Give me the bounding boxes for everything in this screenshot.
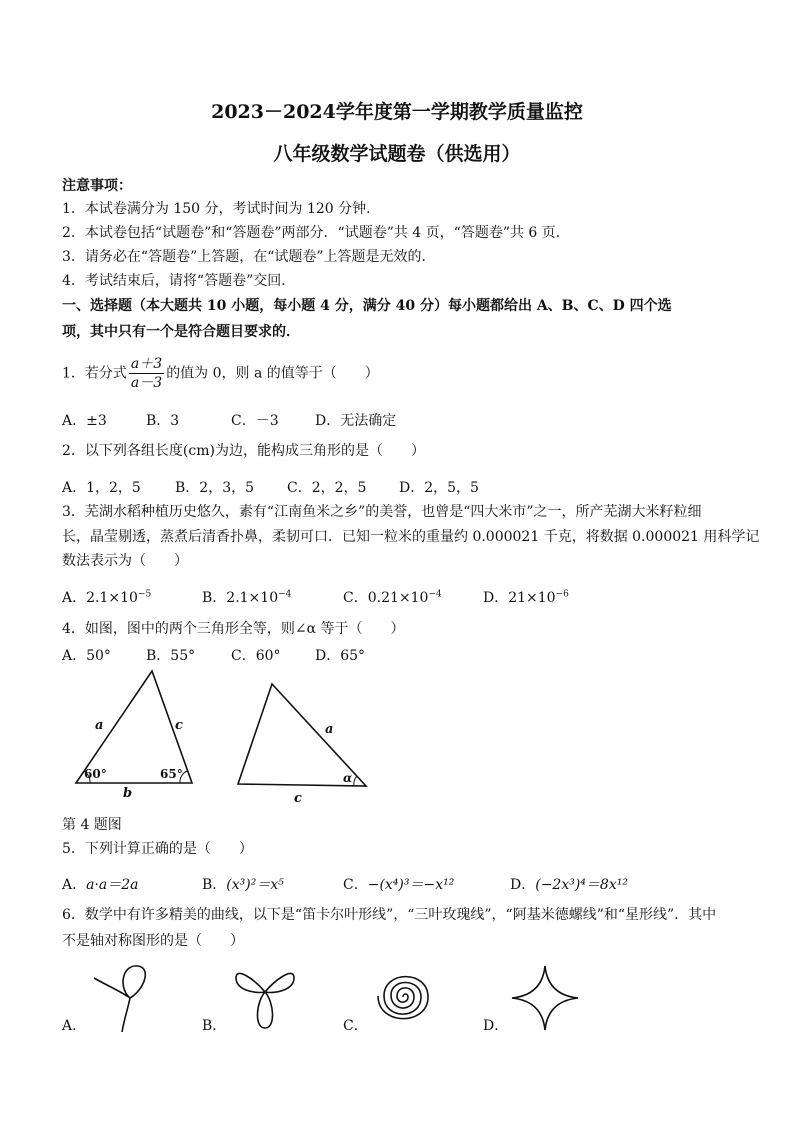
q3-option-b-label: B． [202, 590, 227, 606]
q6-option-a: A． [62, 1018, 87, 1034]
question-6-line2: 不是轴对称图形的是（ ） [62, 933, 244, 949]
q2-option-a: A．1，2，5 [62, 480, 141, 496]
rose-path [236, 973, 294, 1028]
q1-option-b: B．3 [146, 413, 180, 429]
q5-option-b-expr: (x³)²＝x⁵ [226, 877, 284, 893]
q4-option-d: D．65° [315, 648, 366, 664]
q5-option-b-label: B． [202, 877, 227, 893]
q1-fraction [129, 355, 164, 392]
q5-option-c-label: C． [343, 877, 368, 893]
q2-option-d: D．2，5，5 [399, 480, 479, 496]
q2-option-c: C．2，2，5 [287, 480, 367, 496]
exam-subtitle: 八年级数学试题卷（供选用） [273, 143, 521, 165]
q2-option-b: B．2，3，5 [175, 480, 255, 496]
q4-option-c: C．60° [231, 648, 281, 664]
q5-option-c [343, 874, 454, 894]
q5-option-d [510, 874, 628, 894]
q3-option-a-exp: −5 [137, 589, 152, 600]
q6-option-c: C． [343, 1018, 368, 1034]
q6-option-d: D． [483, 1018, 509, 1034]
folium-of-descartes-curve [88, 958, 168, 1038]
question-5-stem: 5．下列计算正确的是（ ） [62, 841, 253, 857]
section1-heading-line2: 项，其中只有一个是符合题目要求的． [62, 324, 300, 340]
q3-option-b [202, 587, 291, 607]
q1-option-d: D．无法确定 [315, 413, 397, 429]
tri2-side-a: a [325, 722, 334, 737]
q5-option-a-label: A． [62, 877, 87, 893]
notice-item-4: 4．考试结束后，请将“答题卷”交回． [62, 273, 296, 289]
q3-option-c-exp: −4 [428, 589, 442, 600]
question-6-line1: 6．数学中有许多精美的曲线，以下是“笛卡尔叶形线”，“三叶玫瑰线”，“阿基米德螺线”和“星形线”．其中 [62, 907, 717, 923]
astroid-path [512, 966, 578, 1030]
notice-item-2: 2．本试卷包括“试题卷”和“答题卷”两部分．“试题卷”共 4 页，“答题卷”共 6 页． [62, 225, 570, 241]
q5-option-b [202, 874, 284, 894]
tri1-side-c: c [175, 718, 183, 733]
question-4-stem: 4．如图，图中的两个三角形全等，则∠α 等于（ ） [62, 621, 405, 637]
tri1-side-b: b [123, 786, 133, 801]
notice-item-1: 1．本试卷满分为 150 分，考试时间为 120 分钟． [62, 201, 381, 217]
q4-option-b: B．55° [146, 648, 196, 664]
q6-option-b: B． [202, 1018, 227, 1034]
tri1-angle-65: 65° [160, 767, 183, 781]
tri1-side-a: a [95, 718, 104, 733]
q3-option-a-label: A． [62, 590, 87, 606]
tri2-angle-alpha: α [343, 771, 353, 785]
q1-option-a: A．±3 [62, 413, 107, 429]
q5-option-c-expr: −(x⁴)³＝−x¹² [367, 877, 455, 893]
q3-option-d-base: 21×10 [508, 590, 556, 606]
notice-item-3: 3．请务必在“答题卷”上答题，在“试题卷”上答题是无效的． [62, 249, 436, 265]
q5-option-d-expr: (−2x³)⁴＝8x¹² [535, 877, 628, 893]
q4-option-a: A．50° [62, 648, 111, 664]
q3-option-b-exp: −4 [278, 589, 292, 600]
section1-heading-line1: 一、选择题（本大题共 10 小题，每小题 4 分，满分 40 分）每小题都给出 A、B、C、D 四个选 [62, 298, 672, 314]
triangle-2-angle-arc [354, 776, 357, 786]
q3-option-d-exp: −6 [555, 589, 569, 600]
q1-option-c: C．－3 [231, 413, 279, 429]
q3-option-a-base: 2.1×10 [86, 590, 138, 606]
archimedean-spiral-curve [366, 960, 440, 1034]
folium-path [94, 966, 145, 1032]
spiral-path [378, 977, 428, 1019]
q3-option-a [62, 587, 151, 607]
question-3-line1: 3．芜湖水稻种植历史悠久，素有“江南鱼米之乡”的美誉，也曾是“四大米市”之一，所产芜湖大米籽粒细 [62, 504, 702, 520]
q1-suffix: 的值为 0，则 a 的值等于（ ） [166, 365, 379, 382]
q3-option-b-base: 2.1×10 [226, 590, 279, 606]
three-leaf-rose-curve [230, 958, 300, 1038]
q4-figure-caption: 第 4 题图 [62, 817, 122, 833]
q1-numerator: a＋3 [130, 356, 163, 372]
q1-prefix: 1．若分式 [62, 365, 127, 382]
notice-heading: 注意事项： [62, 178, 132, 194]
triangle-figure-1 [70, 665, 200, 805]
q3-option-c-base: 0.21×10 [367, 590, 429, 606]
q3-option-d-label: D． [483, 590, 509, 606]
q3-option-c-label: C． [343, 590, 368, 606]
question-2-stem: 2．以下列各组长度(cm)为边，能构成三角形的是（ ） [62, 443, 425, 459]
tri1-angle-60: 60° [84, 767, 107, 781]
q5-option-d-label: D． [510, 877, 536, 893]
question-3-line2: 长，晶莹剔透，蒸煮后清香扑鼻，柔韧可口．已知一粒米的重量约 0.000021 千克，将数据 0.000021 用科学记 [62, 529, 760, 545]
exam-title: 2023－2024学年度第一学期教学质量监控 [211, 101, 583, 123]
q5-option-a-expr: a·a＝2a [86, 877, 139, 893]
q3-option-c [343, 587, 442, 607]
q5-option-a [62, 874, 139, 894]
tri2-side-c: c [294, 791, 302, 806]
q3-option-d [483, 587, 569, 607]
astroid-curve [508, 962, 582, 1034]
q1-denominator: a－3 [130, 375, 163, 391]
question-3-line3: 数法表示为（ ） [62, 553, 188, 569]
question-1-stem [62, 355, 379, 392]
